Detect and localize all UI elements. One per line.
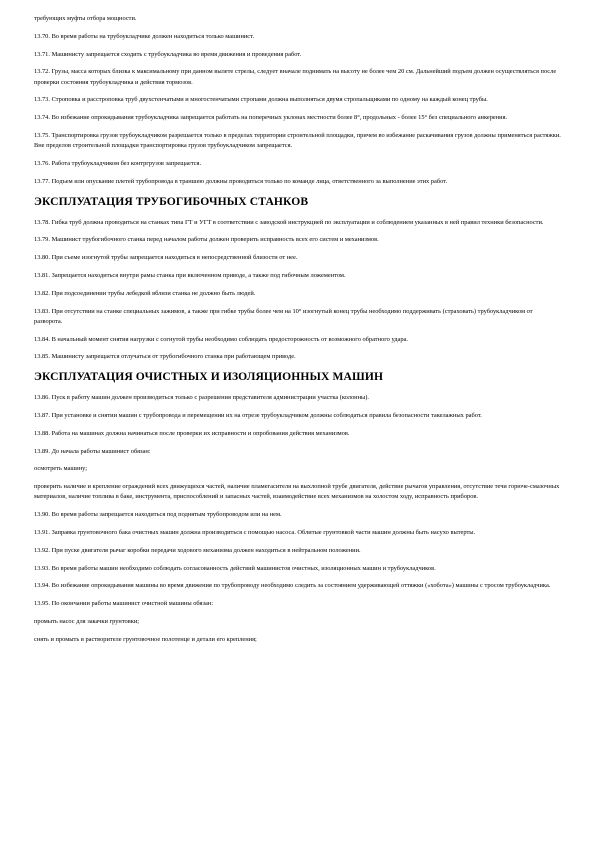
paragraph: осмотреть машину; bbox=[34, 465, 88, 473]
paragraph: 13.84. В начальный момент снятия нагрузки с согнутой трубы необходимо соблюдать предосторожность от возможного обратного удара. bbox=[34, 335, 408, 343]
paragraph: 13.76. Работа трубоукладчиком без контргрузов запрещается. bbox=[34, 159, 202, 167]
document-page bbox=[34, 14, 562, 653]
paragraph: 13.87. При установке и снятии машин с трубопровода и перемещении их на отрезе трубоукладчиком должны соблюдаться правила безопасности такелажных работ. bbox=[34, 411, 482, 419]
paragraph: 13.72. Грузы, масса которых близка к максимальному при данном вылете стрелы, следует вначале поднимать на высоту не более чем 20 см. Дальнейший подъем должен осуществляться после проверки состояния трубоукладчика и действия тормозов. bbox=[34, 68, 557, 86]
paragraph: снять и промыть в растворителе грунтовочное полотенце и детали его крепления; bbox=[34, 635, 257, 643]
paragraph: 13.91. Заправка грунтовочного бака очистных машин должна производиться с помощью насоса. Облитые грунтовкой части машин должны быть насухо вытерты. bbox=[34, 528, 476, 536]
paragraph: 13.75. Транспортировка грузов трубоукладчиком разрешается только в пределах территории строительной площадки, причем во избежание раскачивания грузов должны применяться растяжки. Вне пределов строительной площадки транспортировка грузов трубоукладчиком запрещается. bbox=[34, 131, 561, 150]
paragraph: 13.88. Работа на машинах должна начинаться после проверки их исправности и опробования действия механизмов. bbox=[34, 429, 350, 437]
paragraph: 13.71. Машинисту запрещается сходить с трубоукладчика во время движения и проведения работ. bbox=[34, 50, 302, 58]
paragraph: 13.85. Машинисту запрещается отлучаться от трубогибочного станка при работающем приводе. bbox=[34, 353, 296, 361]
paragraph: 13.89. До начала работы машинист обязан: bbox=[34, 447, 151, 455]
paragraph: 13.90. Во время работы запрещается находиться под поднятым трубопроводом или на нем. bbox=[34, 511, 282, 519]
paragraph: 13.77. Подъем или опускание плетей трубопровода в траншею должны проводиться только по команде лица, ответственного за выполнение этих работ. bbox=[34, 177, 448, 185]
paragraph: 13.81. Запрещается находиться внутри рамы станка при включенном приводе, а также под гибочным ложементом. bbox=[34, 271, 346, 279]
paragraph: 13.82. При подсоединении трубы лебедкой вблизи станка не должно быть людей. bbox=[34, 289, 256, 297]
paragraph: промыть насос для закачки грунтовки; bbox=[34, 617, 140, 625]
paragraph: 13.94. Во избежание опрокидывания машины во время движения по трубопроводу необходимо следить за состоянием удерживающей оттяжки («хобота») машины с тросом трубоукладчика. bbox=[34, 582, 551, 590]
paragraph: требующих муфты отбора мощности. bbox=[34, 15, 137, 22]
paragraph: 13.86. Пуск в работу машин должен производиться только с разрешения представителя администрации участка (колонны). bbox=[34, 394, 370, 402]
paragraph: 13.80. При съеме изогнутой трубы запрещается находиться в непосредственной близости от нее. bbox=[34, 254, 298, 262]
paragraph: 13.92. При пуске двигателя рычаг коробки передачи ходового механизма должен находиться в нейтральном положении. bbox=[34, 546, 361, 554]
paragraph: 13.93. Во время работы машин необходимо соблюдать согласованность действий машинистов очистных, изоляционных машин и трубоукладчиков. bbox=[34, 564, 436, 572]
paragraph: 13.79. Машинист трубогибочного станка перед началом работы должен проверить исправность всех его систем и механизмов. bbox=[34, 236, 379, 244]
section-heading: ЭКСПЛУАТАЦИЯ ТРУБОГИБОЧНЫХ СТАНКОВ bbox=[34, 194, 309, 208]
paragraph: 13.70. Во время работы на трубоукладчике должен находиться только машинист. bbox=[34, 32, 255, 40]
section-heading: ЭКСПЛУАТАЦИЯ ОЧИСТНЫХ И ИЗОЛЯЦИОННЫХ МАШИН bbox=[34, 370, 384, 384]
paragraph: 13.83. При отсутствии на станке специальных зажимов, а также при гибке трубы более чем на 10° изогнутый конец трубы необходимо поддерживать (страховать) трубоукладчиком от разворота. bbox=[34, 307, 533, 325]
paragraph: 13.95. По окончании работы машинист очистной машины обязан: bbox=[34, 600, 214, 608]
paragraph: 13.73. Строповка и расстроповка труб двухстенчатыми и многостенчатыми стропами должна выполняться двумя стропальщиками по одному на каждый конец трубы. bbox=[34, 96, 488, 104]
paragraph: 13.78. Гибка труб должна проводиться на станках типа ГТ и УГТ в соответствии с заводской инструкцией по эксплуатации и соблюдением указанных в ней правил техники безопасности. bbox=[34, 218, 544, 226]
paragraph: проверить наличие и крепление ограждений всех движущихся частей, наличие пламегасителя на выхлопной трубе двигателя, действие рычагов управления, отсутствие течи горюче-смазочных материалов, наличие топлива в баке, инструмента, приспособлений и запасных частей, взаимодействие всех механизмов на холостом ходу, исправность приборов. bbox=[34, 483, 560, 501]
paragraph: 13.74. Во избежание опрокидывания трубоукладчика запрещается работать на поперечных уклонах местности более 8°, продольных - более 15° без специального анкерения. bbox=[34, 114, 508, 122]
